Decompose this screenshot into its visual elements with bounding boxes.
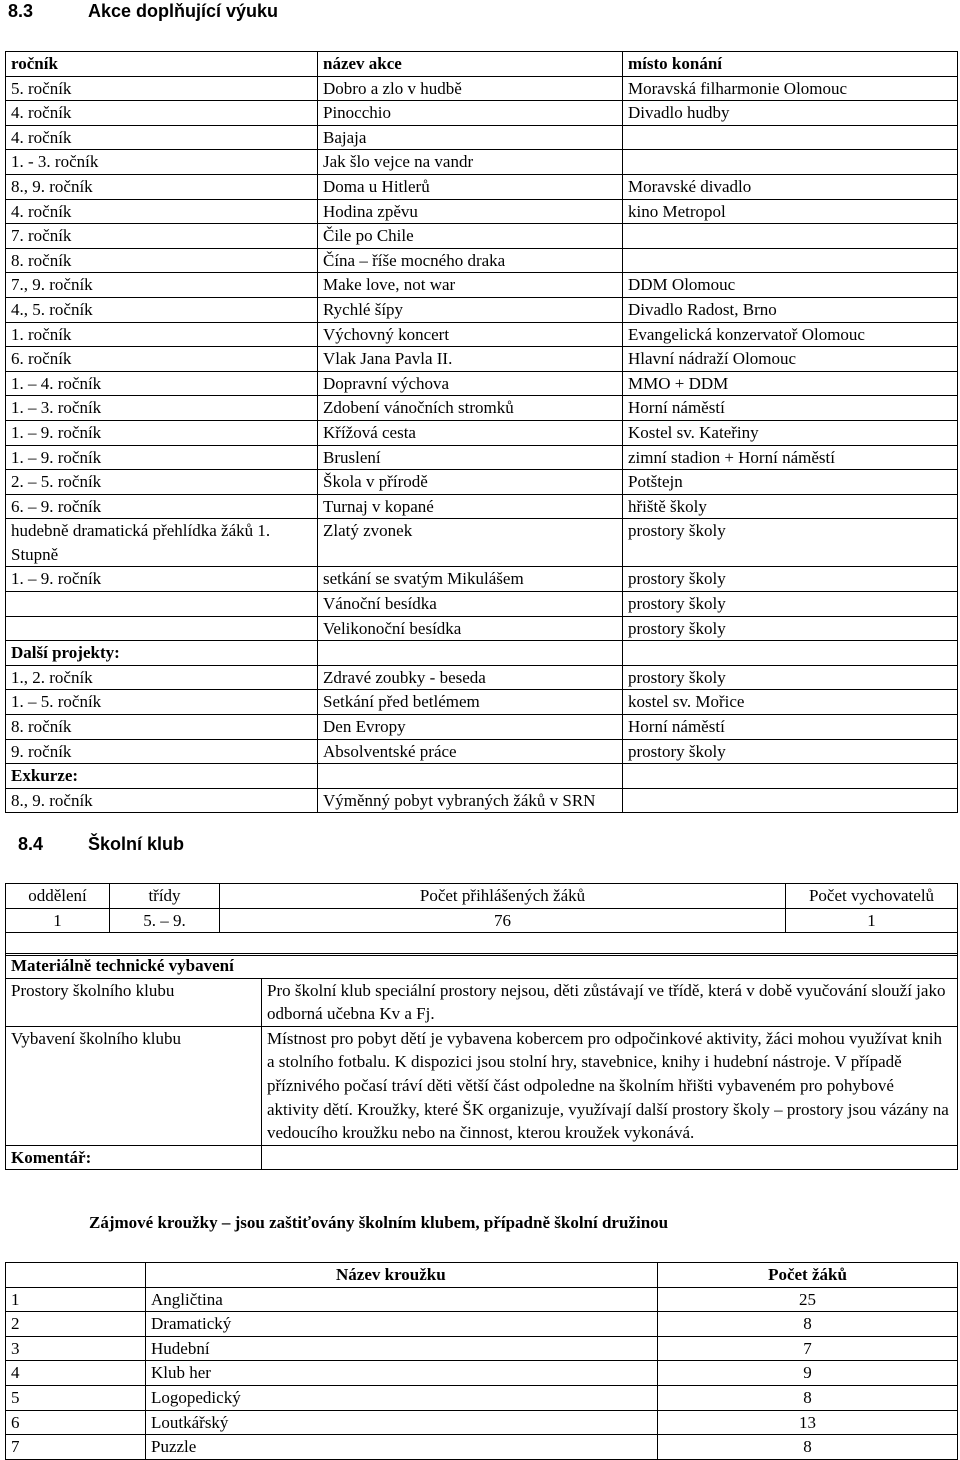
cell-misto-konani: hřiště školy bbox=[623, 494, 958, 519]
header-pocet-vychovatelu: Počet vychovatelů bbox=[786, 884, 958, 909]
cell-misto-konani: Horní náměstí bbox=[623, 396, 958, 421]
cell-rocnik: 1. – 9. ročník bbox=[6, 567, 318, 592]
cell-misto-konani: Hlavní nádraží Olomouc bbox=[623, 347, 958, 372]
cell-misto-konani: prostory školy bbox=[623, 665, 958, 690]
cell-nazev-krouzku: Dramatický bbox=[146, 1312, 658, 1337]
table-row bbox=[6, 665, 958, 690]
cell-misto-konani: prostory školy bbox=[623, 592, 958, 617]
cell-rocnik bbox=[6, 616, 318, 641]
cell-misto-konani: kino Metropol bbox=[623, 199, 958, 224]
cell-rocnik bbox=[6, 592, 318, 617]
table-row bbox=[6, 76, 958, 101]
table-row bbox=[6, 322, 958, 347]
cell-nazev-akce: Rychlé šípy bbox=[318, 297, 623, 322]
cell-nazev-akce: Jak šlo vejce na vandr bbox=[318, 150, 623, 175]
cell-misto-konani: prostory školy bbox=[623, 616, 958, 641]
vybaveni-title: Materiálně technické vybavení bbox=[6, 954, 958, 979]
cell-nazev-akce: Křížová cesta bbox=[318, 420, 623, 445]
cell-oddeleni: 1 bbox=[6, 908, 110, 933]
krouzky-title: Zájmové kroužky – jsou zaštiťovány školním klubem, případně školní družinou bbox=[89, 1213, 669, 1232]
cell-misto-konani: Horní náměstí bbox=[623, 715, 958, 740]
cell-rocnik: 6. – 9. ročník bbox=[6, 494, 318, 519]
table-row bbox=[6, 1410, 958, 1435]
komentar-row bbox=[6, 1145, 958, 1170]
section-number-84: 8.4 bbox=[18, 834, 44, 854]
cell-cislo: 6 bbox=[6, 1410, 146, 1435]
cell-nazev-akce: Vánoční besídka bbox=[318, 592, 623, 617]
table-row bbox=[6, 690, 958, 715]
krouzky-table bbox=[5, 1262, 958, 1460]
cell-misto-konani: prostory školy bbox=[623, 739, 958, 764]
cell-rocnik: 1. – 9. ročník bbox=[6, 445, 318, 470]
cell-rocnik: 4. ročník bbox=[6, 101, 318, 126]
table-header-row bbox=[6, 1263, 958, 1288]
vybaveni-label-vybaveni: Vybavení školního klubu bbox=[6, 1026, 262, 1145]
cell-pocet-zaku: 76 bbox=[220, 908, 786, 933]
cell-rocnik: 9. ročník bbox=[6, 739, 318, 764]
cell-nazev-akce: Výchovný koncert bbox=[318, 322, 623, 347]
cell-rocnik: 1. ročník bbox=[6, 322, 318, 347]
table-row bbox=[6, 592, 958, 617]
cell-misto-konani bbox=[623, 125, 958, 150]
vybaveni-text-prostory: Pro školní klub speciální prostory nejsou, děti zůstávají ve třídě, která v době vyučování slouží jako odborná učebna Kv a Fj. bbox=[262, 978, 958, 1026]
header-tridy: třídy bbox=[110, 884, 220, 909]
cell-nazev-akce: Vlak Jana Pavla II. bbox=[318, 347, 623, 372]
cell-misto-konani: prostory školy bbox=[623, 519, 958, 567]
cell-misto-konani: DDM Olomouc bbox=[623, 273, 958, 298]
table-row bbox=[6, 445, 958, 470]
cell-rocnik: 8., 9. ročník bbox=[6, 788, 318, 813]
cell-nazev-akce: Škola v přírodě bbox=[318, 470, 623, 495]
cell-pocet-zaku: 8 bbox=[658, 1385, 958, 1410]
cell-rocnik: 4. ročník bbox=[6, 199, 318, 224]
cell-nazev-akce: Setkání před betlémem bbox=[318, 690, 623, 715]
dalsi-projekty-label: Další projekty: bbox=[6, 641, 318, 666]
cell-pocet-zaku: 13 bbox=[658, 1410, 958, 1435]
table-row bbox=[6, 150, 958, 175]
vybaveni-title-row bbox=[6, 954, 958, 979]
header-nazev-krouzku: Název kroužku bbox=[146, 1263, 658, 1288]
cell-rocnik: 4. ročník bbox=[6, 125, 318, 150]
table-row bbox=[6, 1361, 958, 1386]
cell-misto-konani: kostel sv. Mořice bbox=[623, 690, 958, 715]
cell-nazev-akce: Hodina zpěvu bbox=[318, 199, 623, 224]
cell-nazev-akce: Bajaja bbox=[318, 125, 623, 150]
cell-misto-konani: Evangelická konzervatoř Olomouc bbox=[623, 322, 958, 347]
table-row bbox=[6, 396, 958, 421]
cell-nazev-akce: Zlatý zvonek bbox=[318, 519, 623, 567]
cell-nazev-akce: Make love, not war bbox=[318, 273, 623, 298]
cell-pocet-zaku: 8 bbox=[658, 1312, 958, 1337]
cell-pocet-vychovatelu: 1 bbox=[786, 908, 958, 933]
exkurze-label: Exkurze: bbox=[6, 764, 318, 789]
cell-nazev-akce: Dobro a zlo v hudbě bbox=[318, 76, 623, 101]
cell-nazev-akce: Pinocchio bbox=[318, 101, 623, 126]
table-row bbox=[6, 739, 958, 764]
cell-rocnik: 7., 9. ročník bbox=[6, 273, 318, 298]
cell-cislo: 4 bbox=[6, 1361, 146, 1386]
cell-rocnik: 1. – 3. ročník bbox=[6, 396, 318, 421]
cell-rocnik: 2. – 5. ročník bbox=[6, 470, 318, 495]
cell-misto-konani: zimní stadion + Horní náměstí bbox=[623, 445, 958, 470]
cell-pocet-zaku: 25 bbox=[658, 1287, 958, 1312]
cell-nazev-akce: Doma u Hitlerů bbox=[318, 174, 623, 199]
cell-rocnik: 8., 9. ročník bbox=[6, 174, 318, 199]
cell-misto-konani bbox=[623, 248, 958, 273]
cell-rocnik: 4., 5. ročník bbox=[6, 297, 318, 322]
table-header-row bbox=[6, 52, 958, 77]
cell-nazev-krouzku: Klub her bbox=[146, 1361, 658, 1386]
table-row bbox=[6, 1312, 958, 1337]
cell-rocnik: 1. – 9. ročník bbox=[6, 420, 318, 445]
table-row bbox=[6, 420, 958, 445]
cell-misto-konani bbox=[623, 150, 958, 175]
table-row bbox=[6, 1287, 958, 1312]
cell-rocnik: 1. – 4. ročník bbox=[6, 371, 318, 396]
cell-nazev-akce: setkání se svatým Mikulášem bbox=[318, 567, 623, 592]
cell-misto-konani: Divadlo hudby bbox=[623, 101, 958, 126]
table-row bbox=[6, 101, 958, 126]
table-row bbox=[6, 273, 958, 298]
cell-pocet-zaku: 9 bbox=[658, 1361, 958, 1386]
cell-nazev-akce: Výměnný pobyt vybraných žáků v SRN bbox=[318, 788, 623, 813]
cell-nazev-akce: Čile po Chile bbox=[318, 224, 623, 249]
cell-rocnik: 8. ročník bbox=[6, 715, 318, 740]
vybaveni-label-prostory: Prostory školního klubu bbox=[6, 978, 262, 1026]
header-pocet-zaku-krouzek: Počet žáků bbox=[658, 1263, 958, 1288]
cell-cislo: 3 bbox=[6, 1336, 146, 1361]
table-row bbox=[6, 125, 958, 150]
cell-cislo: 1 bbox=[6, 1287, 146, 1312]
table-row bbox=[6, 978, 958, 1026]
table-row bbox=[6, 371, 958, 396]
cell-pocet-zaku: 8 bbox=[658, 1435, 958, 1460]
cell-rocnik: 5. ročník bbox=[6, 76, 318, 101]
table-row bbox=[6, 1385, 958, 1410]
cell-misto-konani: Divadlo Radost, Brno bbox=[623, 297, 958, 322]
cell-nazev-akce: Den Evropy bbox=[318, 715, 623, 740]
cell-misto-konani bbox=[623, 788, 958, 813]
section-number: 8.3 bbox=[8, 1, 34, 21]
cell-nazev-akce: Bruslení bbox=[318, 445, 623, 470]
cell-rocnik: 1. - 3. ročník bbox=[6, 150, 318, 175]
cell-nazev-krouzku: Logopedický bbox=[146, 1385, 658, 1410]
cell-nazev-akce: Zdobení vánočních stromků bbox=[318, 396, 623, 421]
cell-misto-konani bbox=[623, 224, 958, 249]
table-row bbox=[6, 567, 958, 592]
table-row bbox=[6, 715, 958, 740]
cell-rocnik: 6. ročník bbox=[6, 347, 318, 372]
table-row bbox=[6, 199, 958, 224]
table-header-row bbox=[6, 884, 958, 909]
cell-nazev-akce: Dopravní výchova bbox=[318, 371, 623, 396]
section-title-84: Školní klub bbox=[88, 834, 185, 854]
cell-nazev-krouzku: Puzzle bbox=[146, 1435, 658, 1460]
cell-nazev-krouzku: Hudební bbox=[146, 1336, 658, 1361]
cell-nazev-akce: Absolventské práce bbox=[318, 739, 623, 764]
cell-nazev-krouzku: Angličtina bbox=[146, 1287, 658, 1312]
cell-misto-konani: Kostel sv. Kateřiny bbox=[623, 420, 958, 445]
cell-cislo: 5 bbox=[6, 1385, 146, 1410]
table-row bbox=[6, 1435, 958, 1460]
cell-nazev-akce: Čína – říše mocného draka bbox=[318, 248, 623, 273]
table-row bbox=[6, 494, 958, 519]
vybaveni-table bbox=[5, 953, 958, 1170]
section-title: Akce doplňující výuku bbox=[88, 1, 279, 21]
table-row bbox=[6, 1026, 958, 1145]
cell-pocet-zaku: 7 bbox=[658, 1336, 958, 1361]
header-oddeleni: oddělení bbox=[6, 884, 110, 909]
cell-rocnik: 1. – 5. ročník bbox=[6, 690, 318, 715]
header-pocet-zaku: Počet přihlášených žáků bbox=[220, 884, 786, 909]
cell-nazev-krouzku: Loutkářský bbox=[146, 1410, 658, 1435]
header-rocnik: ročník bbox=[6, 52, 318, 77]
cell-rocnik: 7. ročník bbox=[6, 224, 318, 249]
table-row bbox=[6, 347, 958, 372]
komentar-label: Komentář: bbox=[6, 1145, 262, 1170]
cell-cislo: 7 bbox=[6, 1435, 146, 1460]
akce-table bbox=[5, 51, 958, 813]
cell-misto-konani: Moravská filharmonie Olomouc bbox=[623, 76, 958, 101]
table-row bbox=[6, 519, 958, 567]
header-nazev: název akce bbox=[318, 52, 623, 77]
table-row bbox=[6, 788, 958, 813]
dalsi-projekty-row bbox=[6, 641, 958, 666]
cell-misto-konani: Potštejn bbox=[623, 470, 958, 495]
cell-nazev-akce: Velikonoční besídka bbox=[318, 616, 623, 641]
table-row bbox=[6, 297, 958, 322]
header-cislo bbox=[6, 1263, 146, 1288]
cell-misto-konani: Moravské divadlo bbox=[623, 174, 958, 199]
table-row bbox=[6, 470, 958, 495]
cell-nazev-akce: Turnaj v kopané bbox=[318, 494, 623, 519]
header-misto: místo konání bbox=[623, 52, 958, 77]
table-row bbox=[6, 908, 958, 933]
cell-nazev-akce: Zdravé zoubky - beseda bbox=[318, 665, 623, 690]
cell-rocnik: hudebně dramatická přehlídka žáků 1. Stupně bbox=[6, 519, 318, 567]
table-row bbox=[6, 1336, 958, 1361]
cell-rocnik: 1., 2. ročník bbox=[6, 665, 318, 690]
table-row bbox=[6, 248, 958, 273]
table-row bbox=[6, 224, 958, 249]
cell-misto-konani: prostory školy bbox=[623, 567, 958, 592]
cell-cislo: 2 bbox=[6, 1312, 146, 1337]
klub-table bbox=[5, 883, 958, 956]
table-row bbox=[6, 174, 958, 199]
table-row bbox=[6, 616, 958, 641]
cell-misto-konani: MMO + DDM bbox=[623, 371, 958, 396]
cell-tridy: 5. – 9. bbox=[110, 908, 220, 933]
cell-rocnik: 8. ročník bbox=[6, 248, 318, 273]
exkurze-row bbox=[6, 764, 958, 789]
vybaveni-text-vybaveni: Místnost pro pobyt dětí je vybavena kobercem pro odpočinkové aktivity, žáci mohou využívat knih a stolního fotbalu. K dispozici jsou stolní hry, stavebnice, knihy i hudební nástroje. V případě příznivého počasí tráví děti větší část odpoledne na školním hřišti vybaveném pro pohybové aktivity dětí. Kroužky, které ŠK organizuje, využívají další prostory školy – prostory jsou vázány na vedoucího kroužku nebo na činnost, kterou kroužek vykonává. bbox=[262, 1026, 958, 1145]
